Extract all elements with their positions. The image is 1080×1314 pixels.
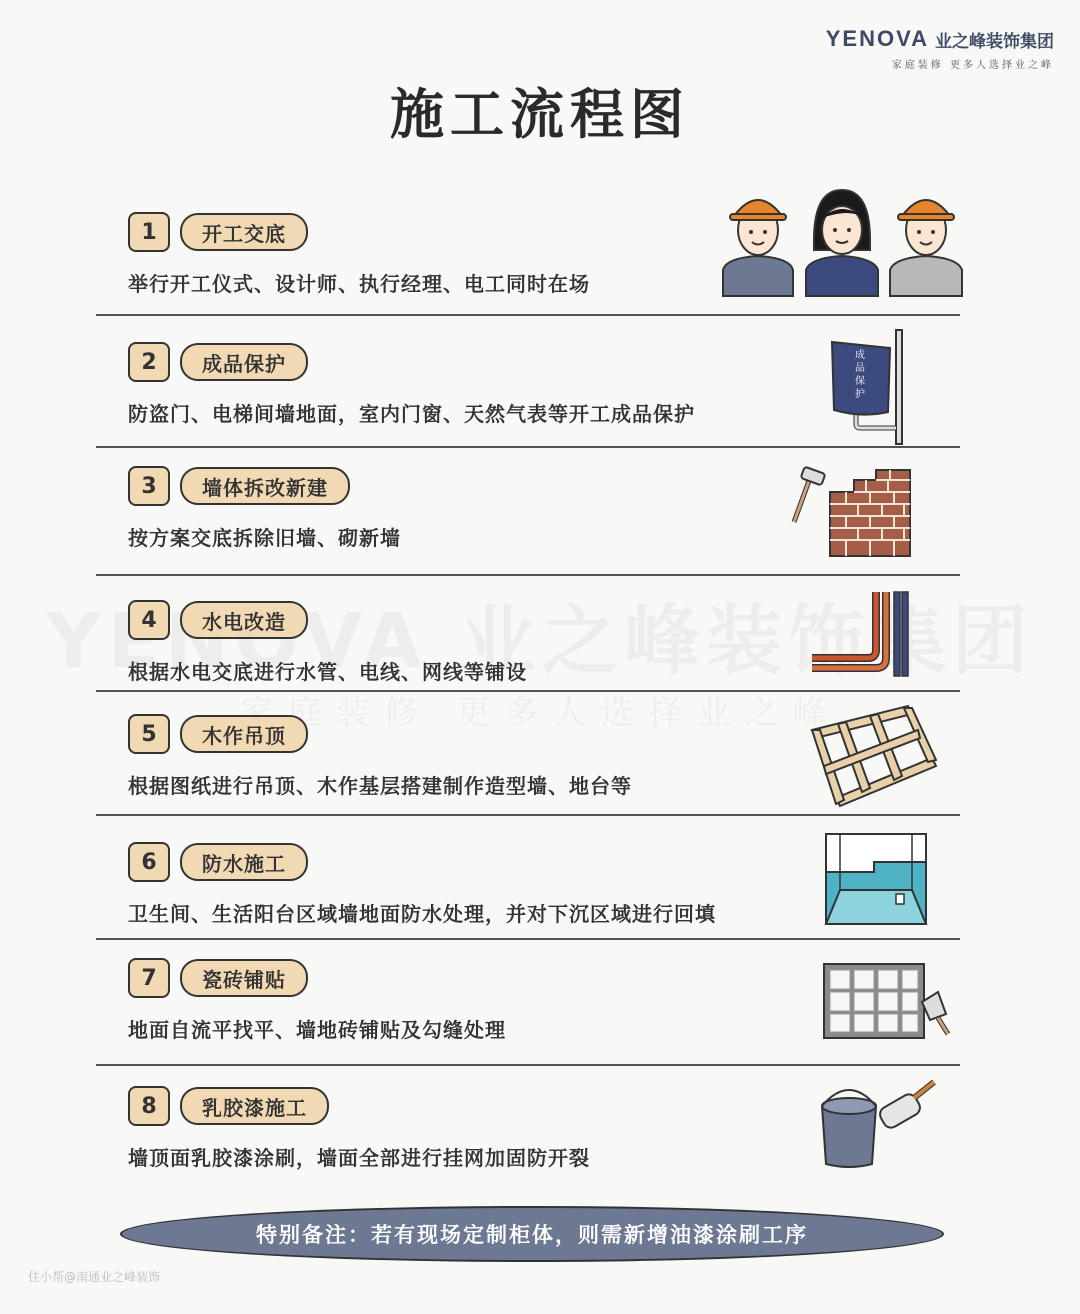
step-tag: 墙体拆改新建 xyxy=(180,467,350,505)
trowel-icon xyxy=(922,992,948,1034)
wood-frame-illustration xyxy=(808,700,942,808)
worker-right-icon xyxy=(890,200,962,296)
step-description: 地面自流平找平、墙地砖铺贴及勾缝处理 xyxy=(128,1018,506,1042)
pipes-illustration xyxy=(810,588,910,678)
special-note-text: 特别备注：若有现场定制柜体，则需新增油漆涂刷工序 xyxy=(256,1223,808,1247)
step-number: 1 xyxy=(128,212,170,252)
divider xyxy=(96,314,960,316)
brick-wall-illustration xyxy=(790,464,914,560)
source-credit: 住小帮@南通业之峰装饰 xyxy=(28,1270,161,1284)
step-number: 4 xyxy=(128,600,170,640)
worker-left-icon xyxy=(723,200,793,296)
step-description: 根据图纸进行吊顶、木作基层搭建制作造型墙、地台等 xyxy=(128,774,632,798)
step-tag: 乳胶漆施工 xyxy=(180,1087,329,1125)
hammer-icon xyxy=(794,467,825,522)
step-tag: 开工交底 xyxy=(180,213,308,251)
protect-label-3: 保 xyxy=(855,376,865,387)
step-number: 8 xyxy=(128,1086,170,1126)
step-number: 6 xyxy=(128,842,170,882)
step-description: 墙顶面乳胶漆涂刷，墙面全部进行挂网加固防开裂 xyxy=(128,1146,590,1170)
workers-illustration xyxy=(718,178,968,298)
worker-middle-icon xyxy=(806,190,878,296)
divider xyxy=(96,446,960,448)
step-tag: 木作吊顶 xyxy=(180,715,308,753)
step-tag: 瓷砖铺贴 xyxy=(180,959,308,997)
step-description: 卫生间、生活阳台区域墙地面防水处理，并对下沉区域进行回填 xyxy=(128,902,716,926)
step-number: 5 xyxy=(128,714,170,754)
divider xyxy=(96,814,960,816)
brand-name-cn: 业之峰装饰集团 xyxy=(935,31,1054,52)
step-tag: 成品保护 xyxy=(180,343,308,381)
special-note xyxy=(120,1206,944,1262)
step-description: 根据水电交底进行水管、电线、网线等铺设 xyxy=(128,660,527,684)
step-description: 按方案交底拆除旧墙、砌新墙 xyxy=(128,526,401,550)
brand-logo xyxy=(826,26,1054,71)
divider xyxy=(96,938,960,940)
step-tag: 水电改造 xyxy=(180,601,308,639)
step-description: 防盗门、电梯间墙地面，室内门窗、天然气表等开工成品保护 xyxy=(128,402,695,426)
paint-roller-icon xyxy=(877,1082,934,1131)
brand-name-en: YENOVA xyxy=(825,26,929,51)
waterproof-illustration xyxy=(824,832,928,926)
step-description: 举行开工仪式、设计师、执行经理、电工同时在场 xyxy=(128,272,590,296)
paint-bucket-icon xyxy=(822,1090,876,1167)
protection-wrap-illustration xyxy=(826,328,910,446)
brand-slogan: 家庭装修 更多人选择业之峰 xyxy=(891,60,1054,71)
protect-label-4: 护 xyxy=(855,389,865,400)
tiles-illustration xyxy=(822,962,952,1040)
step-tag: 防水施工 xyxy=(180,843,308,881)
protect-label-2: 品 xyxy=(855,363,865,374)
page-title: 施工流程图 xyxy=(390,83,690,146)
step-number: 7 xyxy=(128,958,170,998)
step-number: 2 xyxy=(128,342,170,382)
protect-label-1: 成 xyxy=(855,350,865,361)
divider xyxy=(96,690,960,692)
paint-illustration xyxy=(818,1080,940,1170)
divider xyxy=(96,574,960,576)
divider xyxy=(96,1064,960,1066)
step-number: 3 xyxy=(128,466,170,506)
